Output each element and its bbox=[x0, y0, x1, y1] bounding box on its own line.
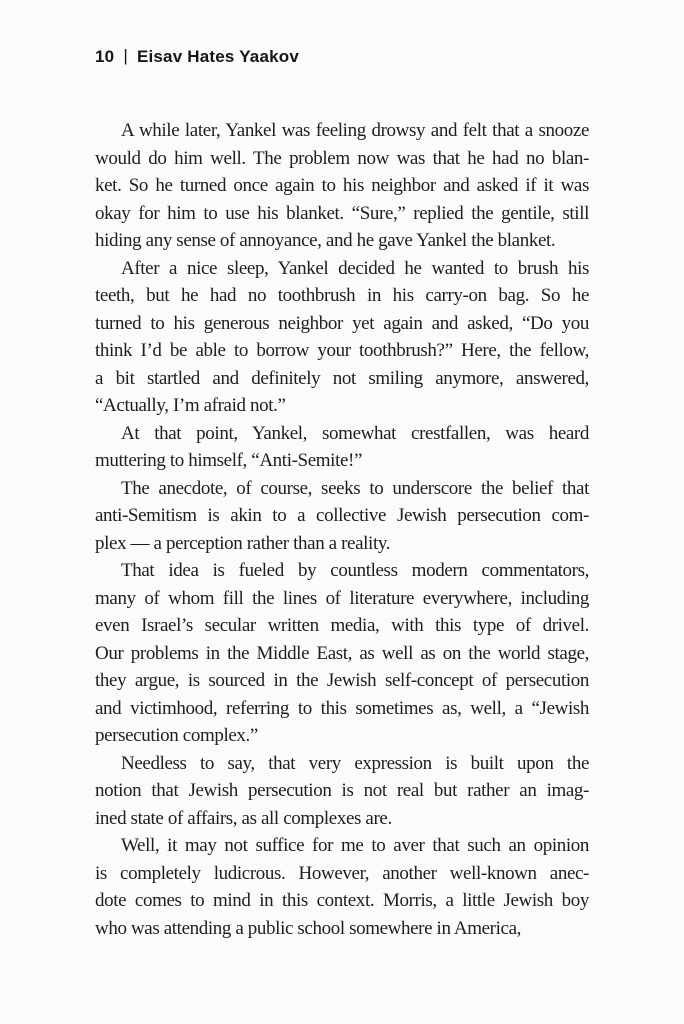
text-line: teeth, but he had no toothbrush in his carry-on bag. So he bbox=[95, 285, 589, 306]
text-line: and victimhood, referring to this sometimes as, well, a “Jewish bbox=[95, 697, 589, 719]
text-line: even Israel’s secular written media, with this type of drivel. bbox=[95, 615, 589, 636]
paragraph bbox=[95, 117, 589, 255]
text-line: who was attending a public school somewhere in America, bbox=[95, 917, 522, 939]
text-line: ined state of affairs, as all complexes are. bbox=[95, 807, 392, 829]
text-line: The anecdote, of course, seeks to underscore the belief that bbox=[121, 477, 589, 499]
text-line: plex — a perception rather than a reality. bbox=[95, 532, 391, 554]
page-header bbox=[95, 47, 299, 67]
text-line: would do him well. The problem now was that he had no blan- bbox=[95, 147, 589, 169]
paragraph bbox=[95, 255, 589, 420]
text-line: many of whom fill the lines of literature everywhere, including bbox=[95, 587, 589, 609]
text-line: notion that Jewish persecution is not real but rather an imag- bbox=[95, 780, 589, 801]
text-line: muttering to himself, “Anti-Semite!” bbox=[95, 450, 363, 471]
text-line: After a nice sleep, Yankel decided he wanted to brush his bbox=[121, 257, 589, 279]
text-line: ket. So he turned once again to his neighbor and asked if it was bbox=[95, 175, 589, 196]
text-line: is completely ludicrous. However, another well-known anec- bbox=[95, 862, 589, 884]
paragraph bbox=[95, 420, 589, 475]
text-line: At that point, Yankel, somewhat crestfallen, was heard bbox=[121, 422, 589, 444]
text-line: hiding any sense of annoyance, and he gave Yankel the blanket. bbox=[95, 230, 556, 251]
header-separator: | bbox=[123, 46, 128, 65]
text-line: they argue, is sourced in the Jewish self-concept of persecution bbox=[95, 670, 589, 691]
text-line: anti-Semitism is akin to a collective Jewish persecution com- bbox=[95, 505, 589, 526]
text-line: turned to his generous neighbor yet again and asked, “Do you bbox=[95, 312, 589, 334]
text-line: dote comes to mind in this context. Morris, a little Jewish boy bbox=[95, 890, 589, 911]
text-line: A while later, Yankel was feeling drowsy and felt that a snooze bbox=[121, 120, 589, 141]
text-line: a bit startled and definitely not smiling anymore, answered, bbox=[95, 367, 589, 389]
paragraph bbox=[95, 750, 589, 833]
paragraph bbox=[95, 832, 589, 942]
paragraph bbox=[95, 475, 589, 558]
text-line: Needless to say, that very expression is built upon the bbox=[121, 752, 589, 774]
text-line: Well, it may not suffice for me to aver that such an opinion bbox=[121, 835, 589, 856]
text-line: think I’d be able to borrow your toothbrush?” Here, the fellow, bbox=[95, 340, 589, 361]
text-line: okay for him to use his blanket. “Sure,” replied the gentile, still bbox=[95, 202, 589, 224]
text-line: Our problems in the Middle East, as well as on the world stage, bbox=[95, 642, 589, 664]
page-body bbox=[95, 117, 589, 942]
text-line: persecution complex.” bbox=[95, 725, 258, 746]
running-title: Eisav Hates Yaakov bbox=[136, 47, 300, 66]
paragraph bbox=[95, 557, 589, 750]
text-line: “Actually, I’m afraid not.” bbox=[95, 395, 286, 416]
text-line: That idea is fueled by countless modern commentators, bbox=[121, 560, 589, 581]
page-number: 10 bbox=[95, 47, 115, 66]
